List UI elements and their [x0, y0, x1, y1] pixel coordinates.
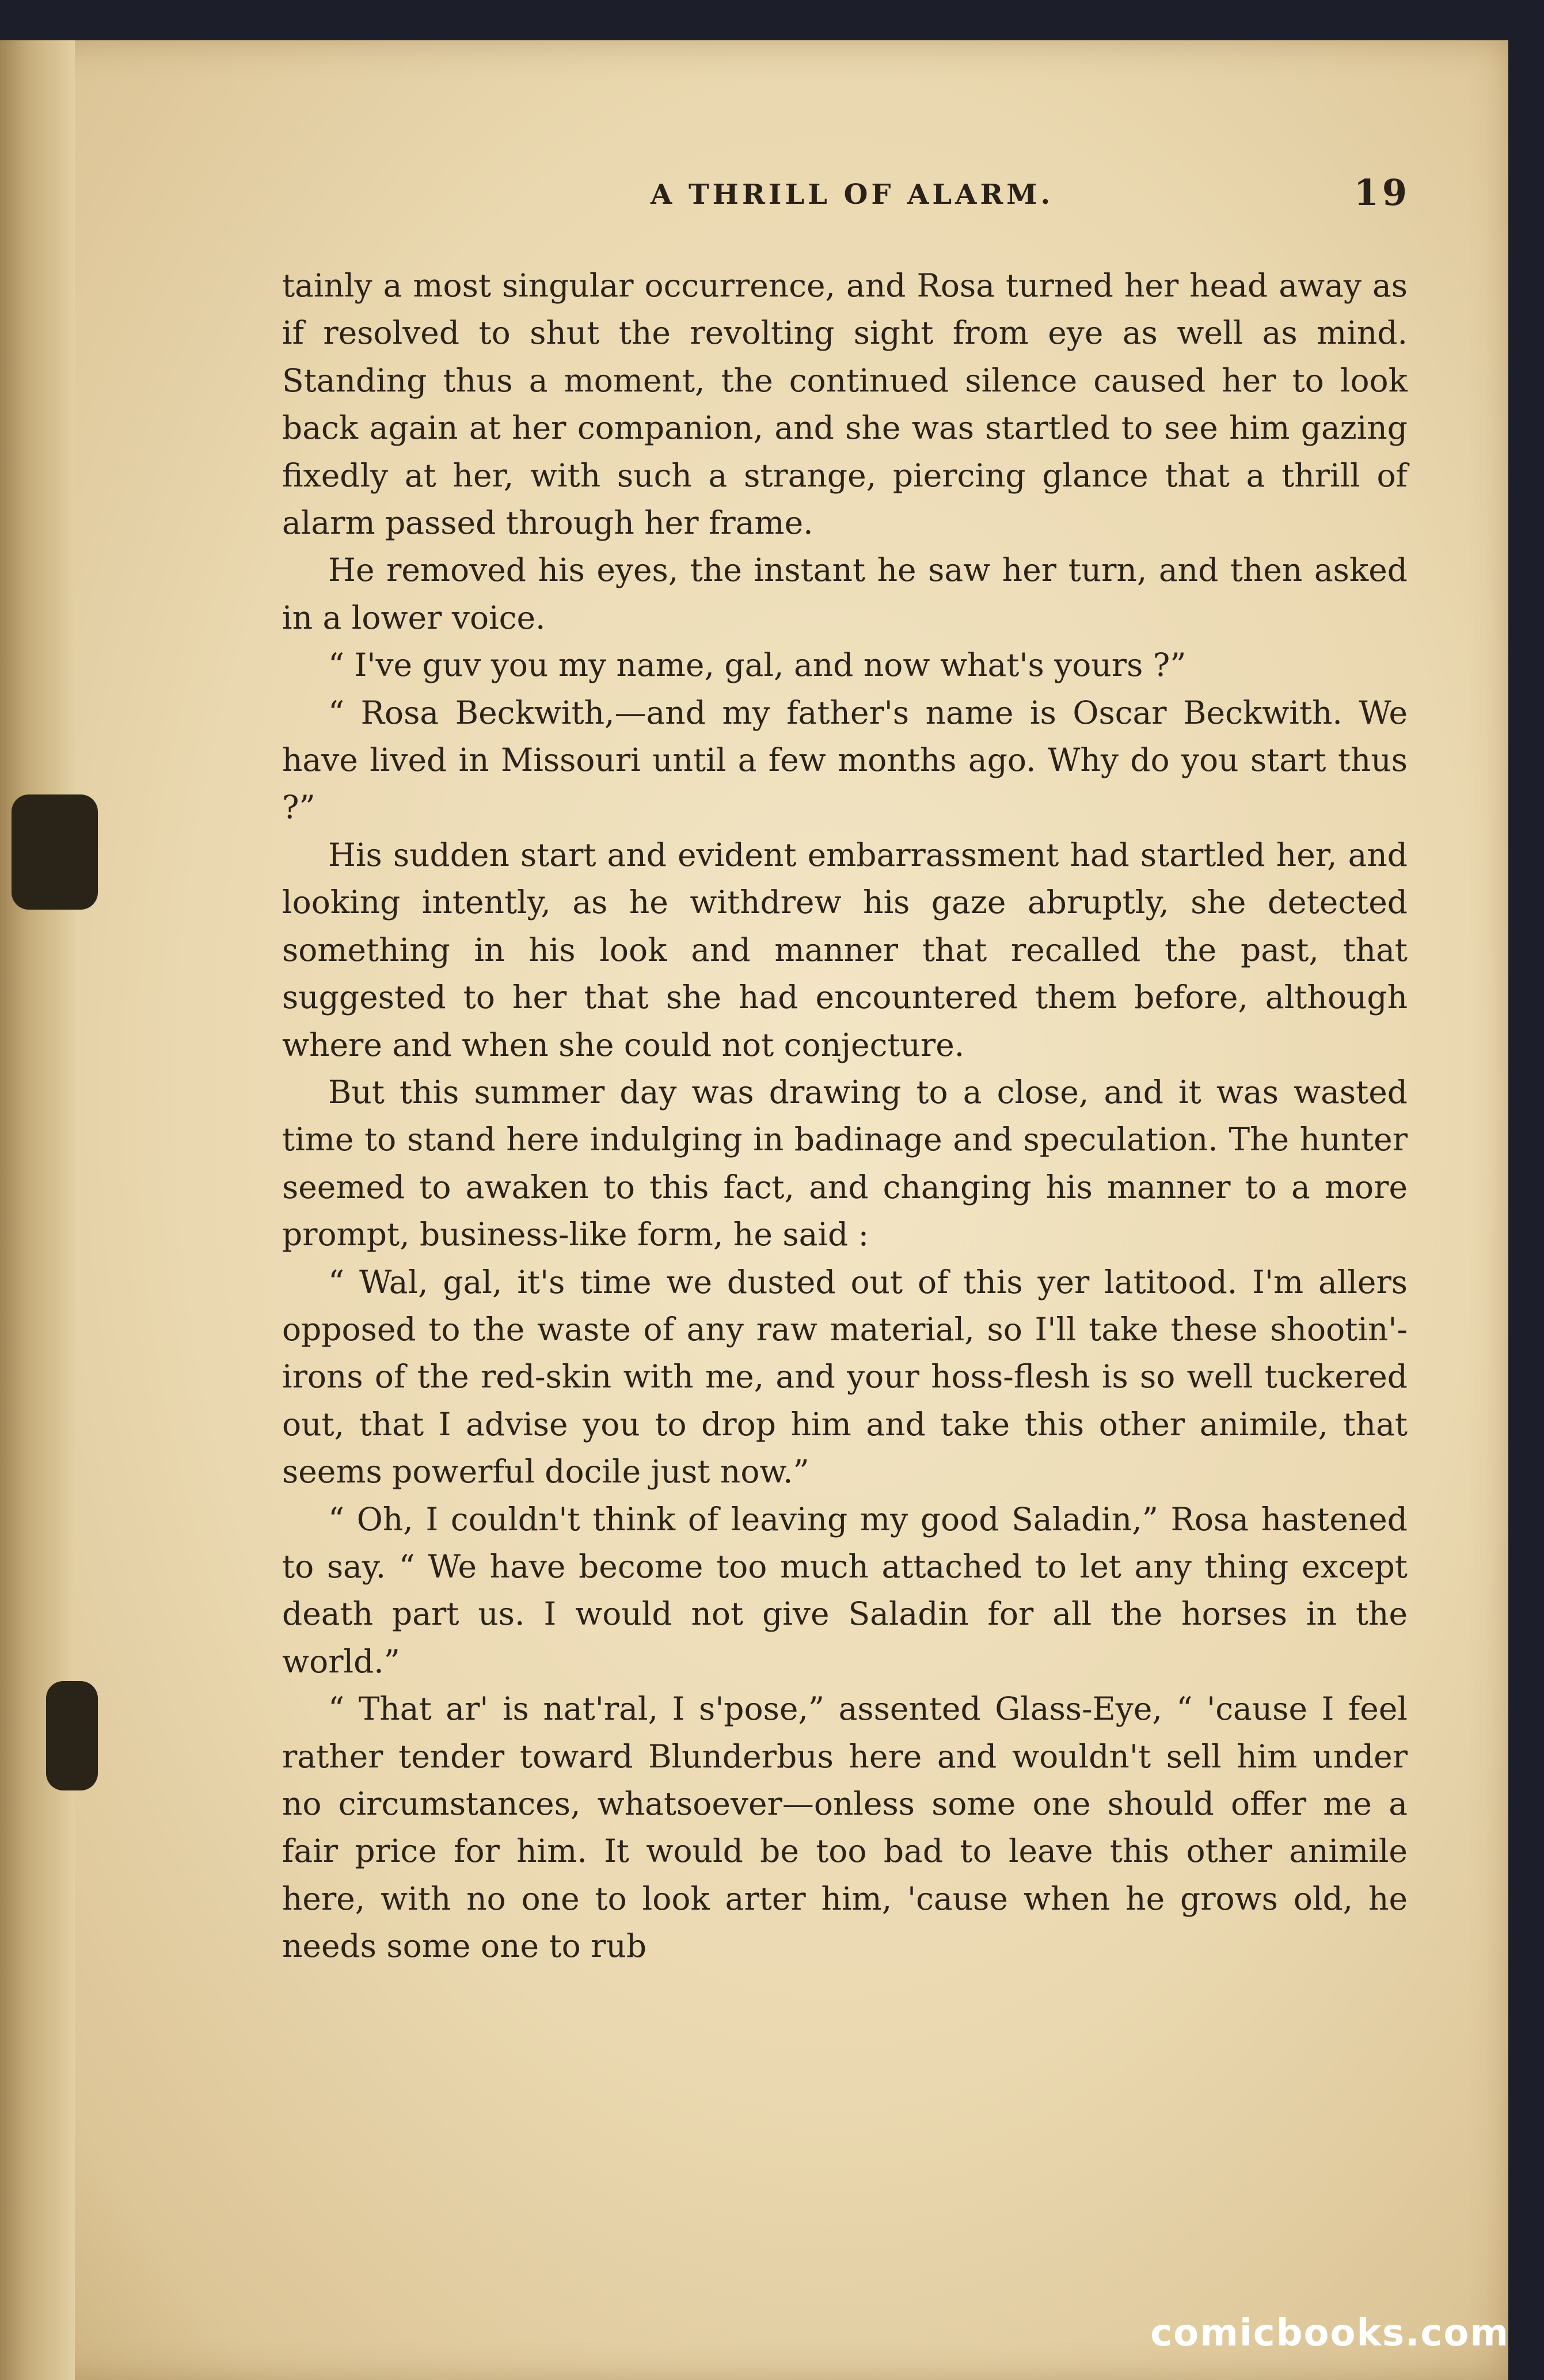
- page-number: 19: [1353, 172, 1410, 214]
- binding-hole-lower: [46, 1681, 98, 1790]
- paragraph: “ Rosa Beckwith,—and my father's name is Oscar Beckwith. We have lived in Missouri until a few months ago. Why do you start thus ?”: [282, 694, 1408, 826]
- book-spine: [0, 40, 75, 2380]
- paragraph: “ That ar' is nat'ral, I s'pose,” assented Glass-Eye, “ 'cause I feel rather tender toward Blunderbus here and wouldn't sell him under no circumstances, whatsoever—onless some one should offer me a fair price for him. It would be too bad to leave this other animile here, with no one to look arter him, 'cause when he grows old, he needs some one to rub: [282, 1690, 1408, 1965]
- paragraph: “ Wal, gal, it's time we dusted out of this yer latitood. I'm allers opposed to the waste of any raw material, so I'll take these shootin'-irons of the red-skin with me, and your hoss-flesh is so well tuckered out, that I advise you to drop him and take this other animile, that seems powerful docile just now.”: [282, 1263, 1408, 1491]
- paragraph: “ I've guv you my name, gal, and now what's yours ?”: [328, 647, 1186, 684]
- paragraph: tainly a most singular occurrence, and Rosa turned her head away as if resolved to shut the revolting sight from eye as well as mind. Standing thus a moment, the continued silence caused her to look back again at her companion, and she was startled to see him gazing fixedly at her, with such a strange, piercing glance that a thrill of alarm passed through her frame.: [282, 267, 1408, 542]
- binding-hole-upper: [12, 794, 98, 910]
- paragraph: He removed his eyes, the instant he saw her turn, and then asked in a lower voice.: [282, 552, 1408, 636]
- running-header: [282, 167, 1410, 219]
- paragraph: “ Oh, I couldn't think of leaving my good Saladin,” Rosa hastened to say. “ We have become too much attached to let any thing except death part us. I would not give Saladin for all the horses in the world.”: [282, 1500, 1408, 1680]
- running-title: A THRILL OF ALARM.: [651, 178, 1054, 211]
- body-text: [282, 262, 1408, 1970]
- paragraph: But this summer day was drawing to a close, and it was wasted time to stand here indulging in badinage and speculation. The hunter seemed to awaken to this fact, and changing his manner to a more prompt, business-like form, he said :: [282, 1073, 1408, 1253]
- watermark: comicbooks.com: [1150, 2312, 1509, 2355]
- paragraph: His sudden start and evident embarrassment had startled her, and looking intently, as he withdrew his gaze abruptly, she detected something in his look and manner that recalled the past, that suggested to her that she had encountered them before, although where and when she could not conjecture.: [282, 836, 1408, 1063]
